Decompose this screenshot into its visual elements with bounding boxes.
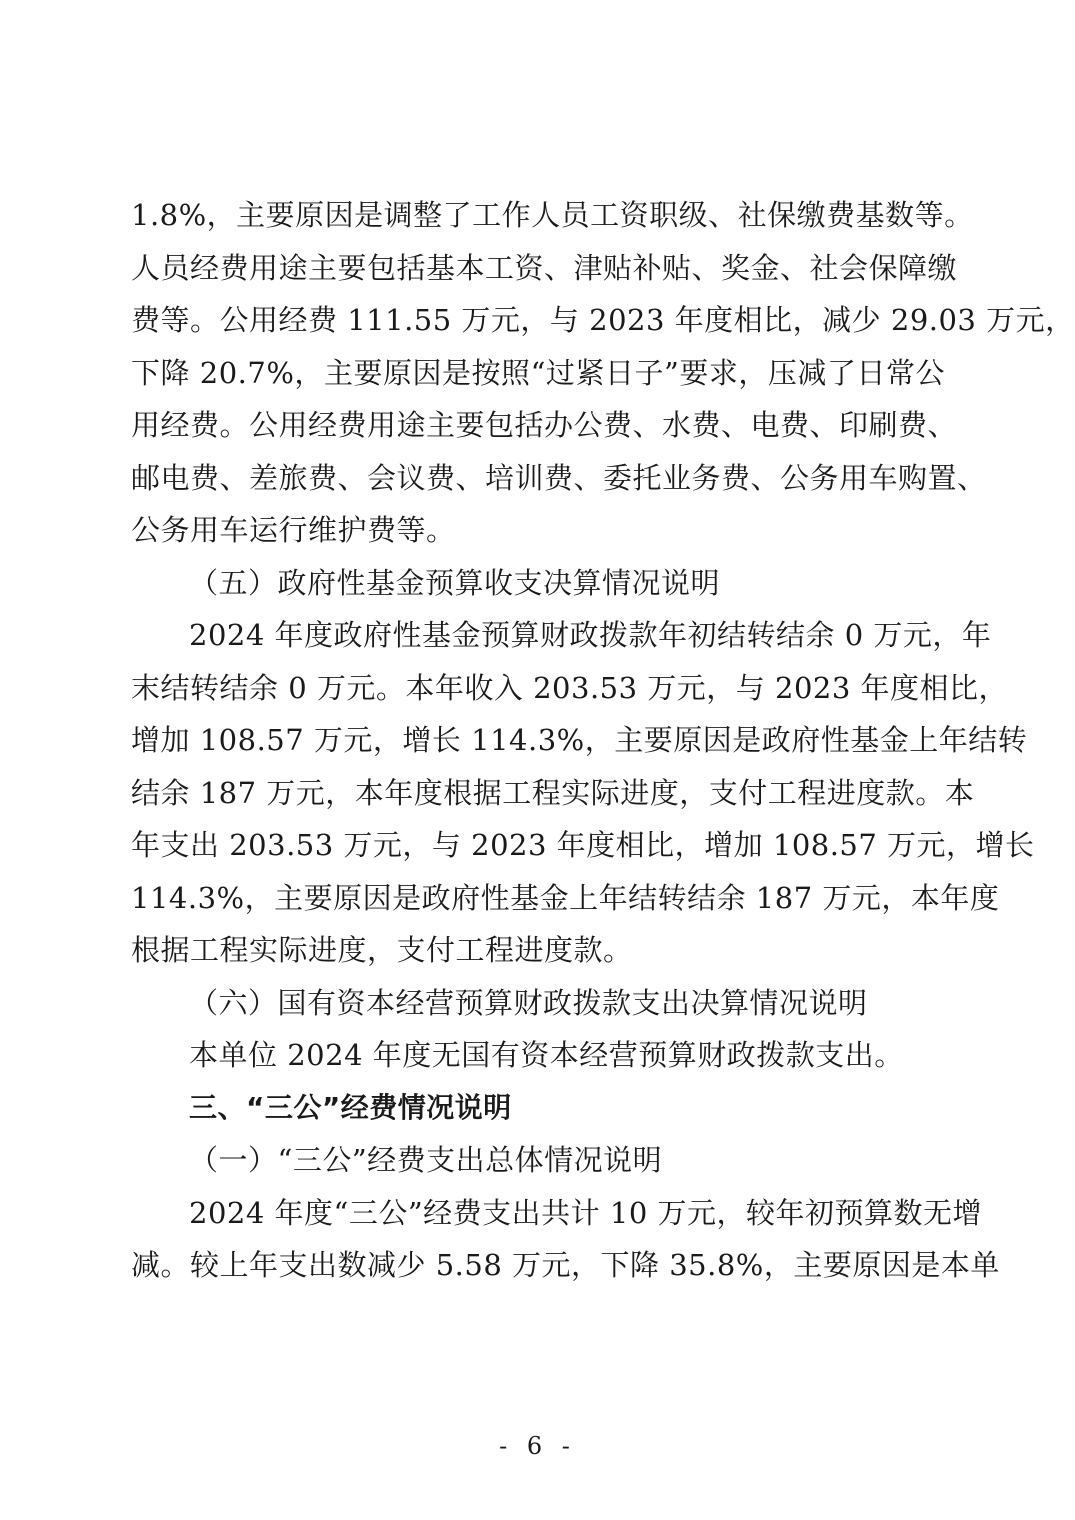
body-text — [131, 189, 1075, 1292]
text-line: 用经费。公用经费用途主要包括办公费、水费、电费、印刷费、 — [131, 408, 958, 442]
text-line: 2024 年度政府性基金预算财政拨款年初结转结余 0 万元，年 — [189, 618, 992, 652]
text-line: 114.3%，主要原因是政府性基金上年结转结余 187 万元，本年度 — [131, 880, 1000, 915]
text-line: 费等。公用经费 111.55 万元，与 2023 年度相比，减少 29.03 万元， — [131, 303, 1075, 337]
text-line: 结余 187 万元，本年度根据工程实际进度，支付工程进度款。本 — [131, 775, 975, 810]
page-number: - 6 - — [499, 1432, 576, 1460]
text-line: 1.8%，主要原因是调整了工作人员工资职级、社保缴费基数等。 — [131, 198, 974, 232]
text-line: 末结转结余 0 万元。本年收入 203.53 万元，与 2023 年度相比， — [131, 670, 1009, 705]
text-line: 减。较上年支出数减少 5.58 万元，下降 35.8%，主要原因是本单 — [131, 1248, 1000, 1282]
text-line: 本单位 2024 年度无国有资本经营预算财政拨款支出。 — [189, 1038, 904, 1072]
subsection-heading: （六）国有资本经营预算财政拨款支出决算情况说明 — [189, 985, 868, 1020]
text-line: 邮电费、差旅费、会议费、培训费、委托业务费、公务用车购置、 — [131, 460, 987, 495]
subsection-heading: （五）政府性基金预算收支决算情况说明 — [189, 565, 721, 600]
text-line: 根据工程实际进度，支付工程进度款。 — [131, 933, 633, 967]
text-line: 年支出 203.53 万元，与 2023 年度相比，增加 108.57 万元，增长 — [131, 828, 1035, 862]
text-line: 增加 108.57 万元，增长 114.3%，主要原因是政府性基金上年结转 — [131, 723, 1028, 757]
text-line: 人员经费用途主要包括基本工资、津贴补贴、奖金、社会保障缴 — [131, 250, 958, 285]
section-heading: 三、“三公”经费情况说明 — [189, 1090, 512, 1124]
text-line: 下降 20.7%，主要原因是按照“过紧日子”要求，压减了日常公 — [131, 355, 945, 390]
text-line: 公务用车运行维护费等。 — [131, 513, 456, 547]
subsection-heading: （一）“三公”经费支出总体情况说明 — [189, 1143, 663, 1177]
text-line: 2024 年度“三公”经费支出共计 10 万元，较年初预算数无增 — [189, 1195, 983, 1230]
